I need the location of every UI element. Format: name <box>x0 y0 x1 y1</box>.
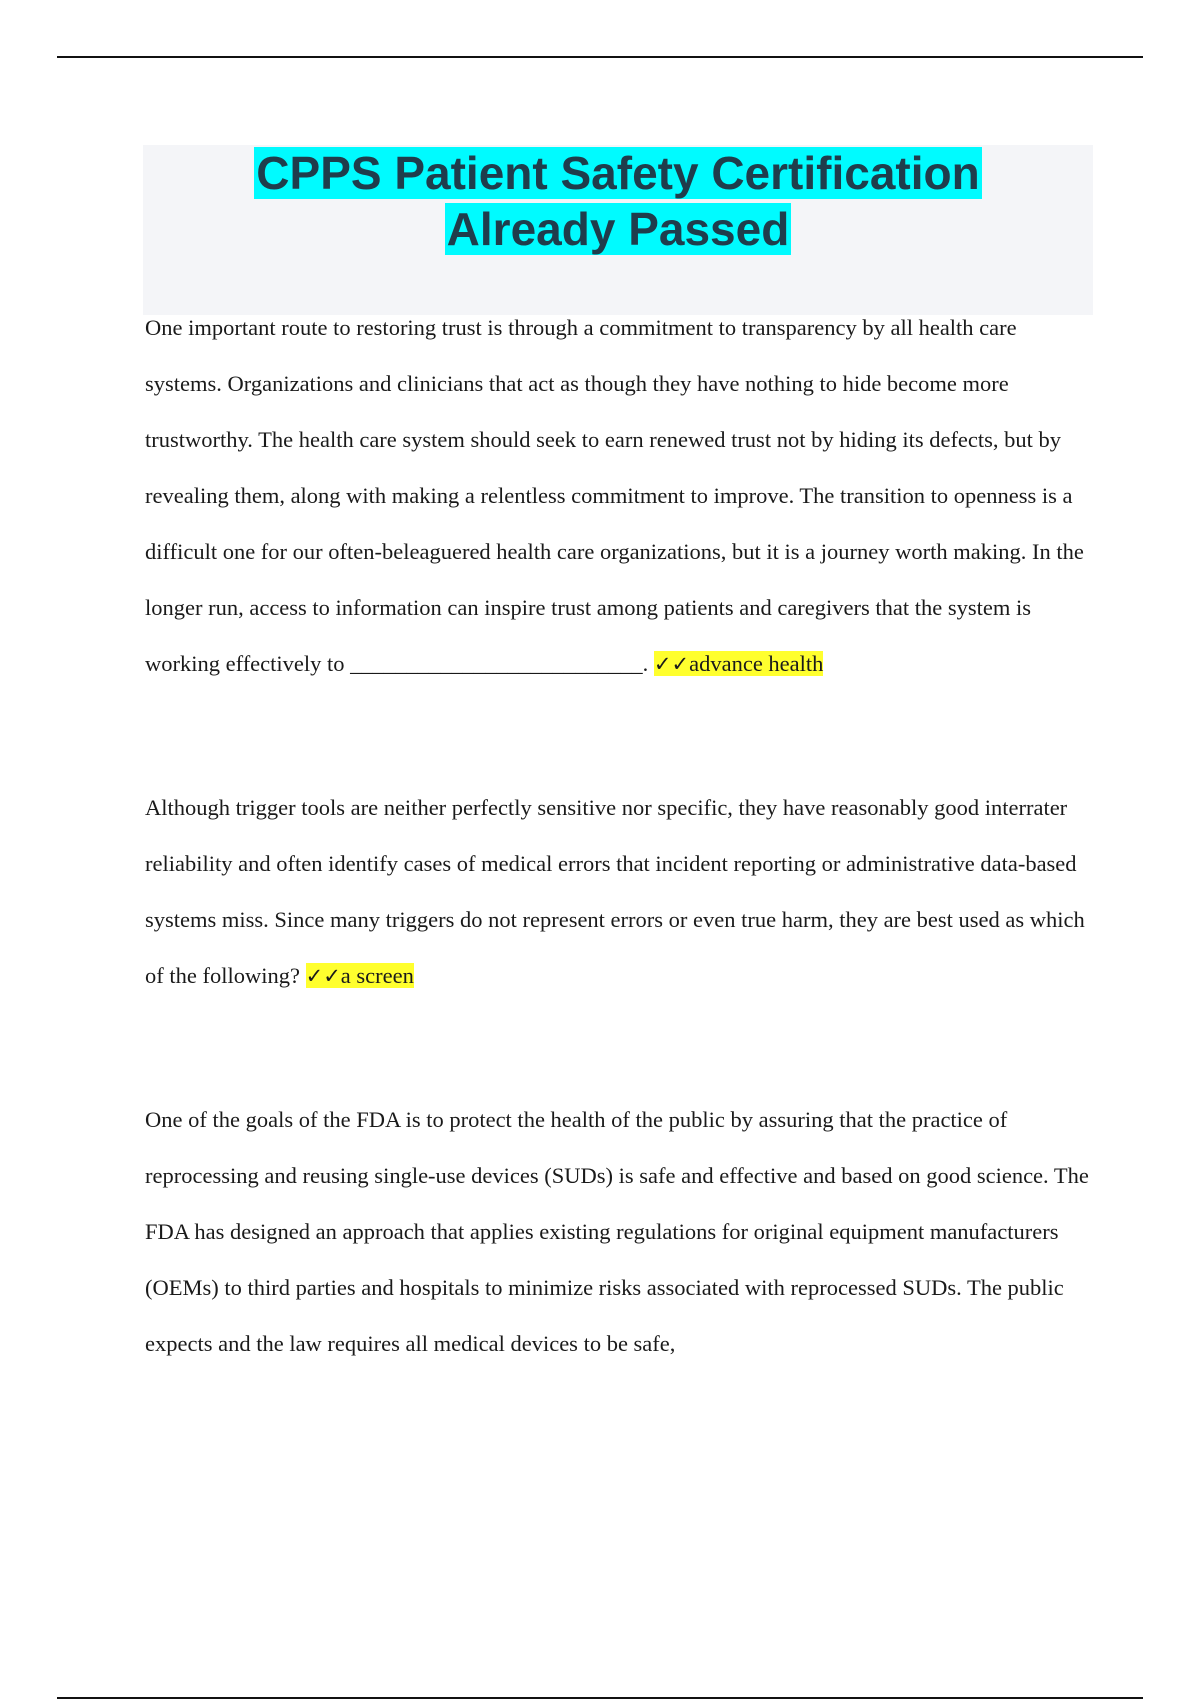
title-line-1: CPPS Patient Safety Certification <box>256 147 980 199</box>
question-paragraph-2 <box>145 780 1095 1004</box>
document-body <box>145 300 1095 1372</box>
title-line-2: Already Passed <box>446 203 790 255</box>
question-text: One of the goals of the FDA is to protect the health of the public by assuring that the practice of reprocessing and reusing single-use devices (SUDs) is safe and effective and based on good science. The FDA has designed an approach that applies existing regulations for original equipment manufacturers (OEMs) to third parties and hospitals to minimize risks associated with reprocessed SUDs. The public expects and the law requires all medical devices to be safe, <box>145 1107 1089 1356</box>
question-paragraph-1 <box>145 300 1095 692</box>
question-text: Although trigger tools are neither perfectly sensitive nor specific, they have reasonably good interrater reliability and often identify cases of medical errors that incident reporting or administrative data-based systems miss. Since many triggers do not represent errors or even true harm, they are best used as which of the following? <box>145 795 1085 988</box>
bottom-rule <box>57 1697 1143 1699</box>
answer-text: advance health <box>689 651 824 676</box>
question-text: One important route to restoring trust is through a commitment to transparency by all health care systems. Organizations and clinicians that act as though they have nothing to hide become more trustworthy. The health care system should seek to earn renewed trust not by hiding its defects, but by revealing them, along with making a relentless commitment to improve. The transition to openness is a difficult one for our often-beleaguered health care organizations, but it is a journey worth making. In the longer run, access to information can inspire trust among patients and caregivers that the system is working effectively to __________________________. <box>145 315 1084 676</box>
answer-highlight <box>306 963 414 988</box>
answer-highlight <box>654 651 824 676</box>
top-rule <box>57 56 1143 58</box>
question-paragraph-3 <box>145 1092 1095 1372</box>
checkmark-icon: ✓✓ <box>653 652 690 676</box>
document-title <box>143 145 1093 257</box>
title-block <box>143 145 1093 315</box>
checkmark-icon: ✓✓ <box>305 964 341 988</box>
answer-text: a screen <box>340 963 414 988</box>
